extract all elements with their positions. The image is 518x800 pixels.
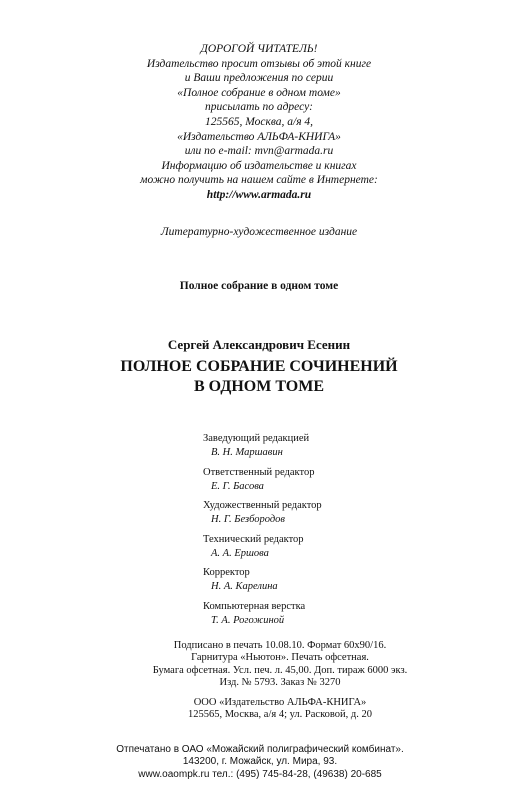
print-details xyxy=(150,640,410,690)
publisher-name: ООО «Издательство АЛЬФА-КНИГА» xyxy=(193,697,367,708)
credit-person: Н. А. Карелина xyxy=(211,581,278,593)
series-title: Полное собрание в одном томе xyxy=(179,280,339,292)
publisher-address: 125565, Москва, а/я 4; ул. Расковой, д. 20 xyxy=(187,709,372,721)
credit-item xyxy=(203,533,463,567)
reader-notice-line: присылать по адресу: xyxy=(205,101,313,114)
book-title-line-1: ПОЛНОЕ СОБРАНИЕ СОЧИНЕНИЙ xyxy=(120,358,398,375)
reader-notice-publisher: «Издательство АЛЬФА-КНИГА» xyxy=(177,130,341,143)
credit-role: Корректор xyxy=(203,567,250,579)
printer-name: Отпечатано в ОАО «Можайский полиграфический комбинат». xyxy=(116,744,404,755)
credit-item xyxy=(203,499,463,533)
printer-address: 143200, г. Можайск, ул. Мира, 93. xyxy=(182,756,338,768)
reader-notice-line: Издательство просит отзывы об этой книге xyxy=(146,57,372,70)
credit-person: А. А. Ершова xyxy=(211,547,269,559)
genre-label: Литературно-художественное издание xyxy=(160,226,358,238)
credit-item xyxy=(203,432,463,466)
reader-notice-heading: ДОРОГОЙ ЧИТАТЕЛЬ! xyxy=(200,43,318,55)
credit-person: Т. А. Рогожиной xyxy=(211,614,285,626)
author-name: Сергей Александрович Есенин xyxy=(167,337,351,352)
credit-role: Компьютерная верстка xyxy=(203,600,306,612)
credit-role: Заведующий редакцией xyxy=(203,433,310,444)
reader-notice-email: или по e-mail: mvn@armada.ru xyxy=(184,145,334,158)
reader-notice-line: и Ваши предложения по серии xyxy=(184,72,334,85)
printer-contacts: www.oaompk.ru тел.: (495) 745-84-28, (49638) 20-685 xyxy=(138,768,382,780)
credit-role: Ответственный редактор xyxy=(203,466,315,478)
credit-role: Художественный редактор xyxy=(203,500,322,512)
credit-person: Н. Г. Безбородов xyxy=(211,514,285,526)
reader-notice-line: можно получить на нашем сайте в Интернете: xyxy=(140,174,378,187)
publisher-details xyxy=(150,697,410,722)
credits-list xyxy=(203,432,463,634)
credit-person: В. Н. Маршавин xyxy=(211,447,283,458)
credit-person: Е. Г. Басова xyxy=(211,480,264,492)
print-details-line: Подписано в печать 10.08.10. Формат 60х90/16. xyxy=(173,640,387,651)
credit-role: Технический редактор xyxy=(203,533,304,545)
credit-item xyxy=(203,466,463,500)
print-details-line: Бумага офсетная. Усл. печ. л. 45,00. Доп. тираж 6000 экз. xyxy=(152,664,408,676)
printer-details xyxy=(110,744,410,781)
print-details-line: Гарнитура «Ньютон». Печать офсетная. xyxy=(191,652,369,664)
reader-notice-line: «Полное собрание в одном томе» xyxy=(177,86,341,99)
reader-notice-line: Информацию об издательстве и книгах xyxy=(161,159,357,172)
reader-notice-website: http://www.armada.ru xyxy=(206,188,312,201)
book-title-line-2: В ОДНОМ ТОМЕ xyxy=(194,378,324,395)
reader-notice-address: 125565, Москва, а/я 4, xyxy=(204,115,314,128)
credit-item xyxy=(203,566,463,600)
credit-item xyxy=(203,600,463,634)
print-details-line: Изд. № 5793. Заказ № 3270 xyxy=(219,677,341,689)
reader-notice xyxy=(0,42,518,203)
book-title xyxy=(0,357,518,397)
